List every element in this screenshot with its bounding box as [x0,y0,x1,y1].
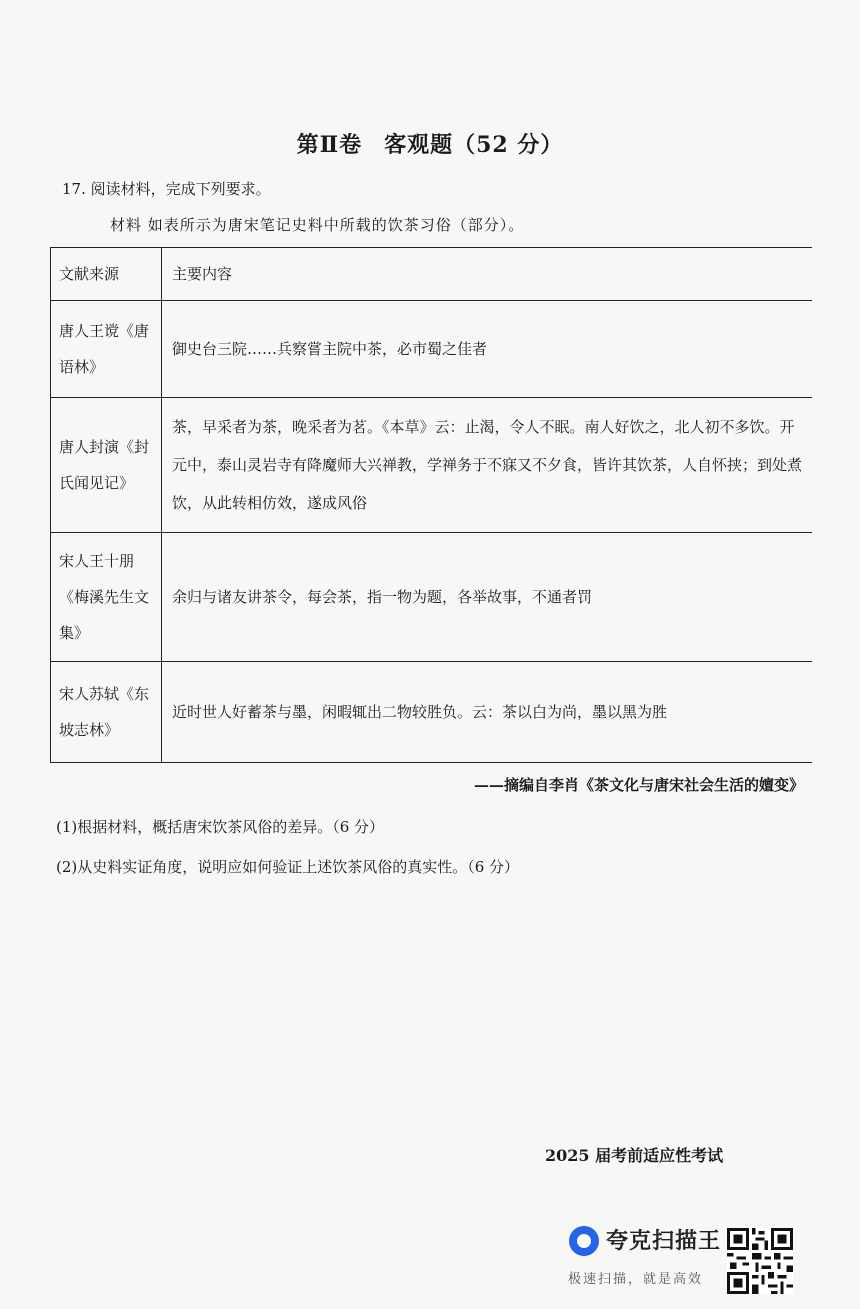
qr-code-icon [727,1228,793,1294]
citation: ——摘编自李肖《茶文化与唐宋社会生活的嬗变》 [473,776,804,794]
header-source: 文献来源 [51,248,162,301]
row-content: 茶，早采者为茶，晚采者为茗。《本草》云：止渴，令人不眠。南人好饮之，北人初不多饮。开元中，泰山灵岩寺有降魔师大兴禅教，学禅务于不寐又不夕食，皆许其饮茶，人自怀挟；到处煮饮，从此转相仿效，遂成风俗 [162,398,813,533]
scanner-watermark [566,1222,726,1292]
table-row [51,662,813,763]
table-row [51,398,813,533]
scanner-app-name: 夸克扫描王 [606,1229,722,1254]
table-row [51,533,813,662]
exam-name: 2025 届考前适应性考试 [545,1146,724,1165]
row-source: 唐人王谠《唐语林》 [51,301,162,398]
page-title [0,128,860,159]
material-table [50,247,812,763]
table-header-row [51,248,813,301]
row-source: 宋人王十朋《梅溪先生文集》 [51,533,162,662]
table-row [51,301,813,398]
header-content: 主要内容 [162,248,813,301]
row-source: 宋人苏轼《东坡志林》 [51,662,162,763]
question-head: 17. 阅读材料，完成下列要求。 [62,180,271,198]
scanner-slogan: 极速扫描，就是高效 [568,1272,704,1287]
row-content: 近时世人好蓄茶与墨，闲暇辄出二物较胜负。云：茶以白为尚，墨以黑为胜 [162,662,813,763]
row-source: 唐人封演《封氏闻见记》 [51,398,162,533]
row-content: 御史台三院……兵察嘗主院中茶，必市蜀之佳者 [162,301,813,398]
sub-question-2: (2)从史料实证角度，说明应如何验证上述饮茶风俗的真实性。（6 分） [56,858,520,876]
quark-logo-icon [569,1226,599,1256]
material-intro: 材料 如表所示为唐宋笔记史料中所载的饮茶习俗（部分）。 [110,216,525,234]
title-part1: 第Ⅱ卷 [296,132,363,158]
title-part2: 客观题（52 分） [384,132,564,158]
sub-question-1: (1)根据材料，概括唐宋饮茶风俗的差异。（6 分） [56,818,385,836]
row-content: 余归与诸友讲茶令，每会茶，指一物为题，各举故事，不通者罚 [162,533,813,662]
